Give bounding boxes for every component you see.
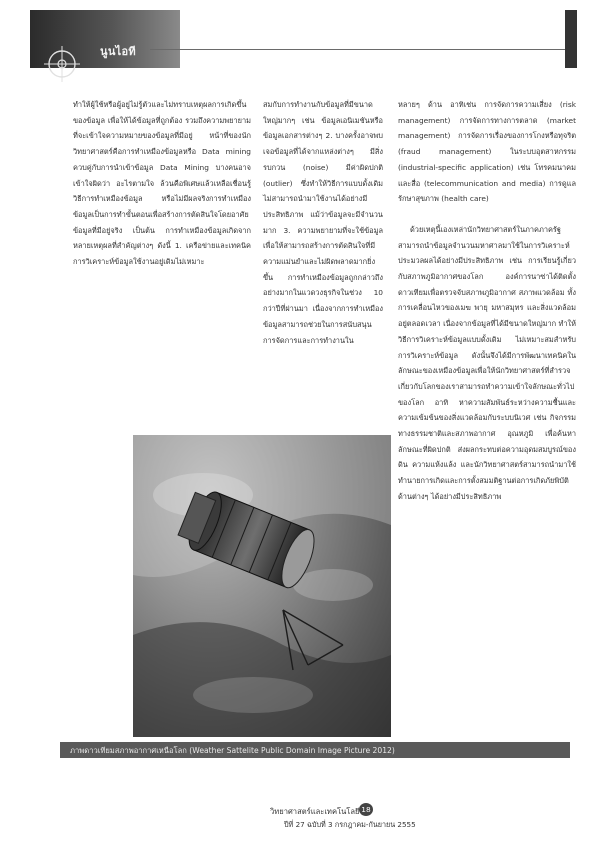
section-title: นูนไอที bbox=[100, 45, 136, 58]
satellite-photo bbox=[133, 435, 391, 737]
photo-caption: ภาพดาวเทียมสภาพอากาศเหนือโลก (Weather Sattelite Public Domain Image Picture 2012) bbox=[70, 746, 395, 755]
magazine-title: วิทยาศาสตร์และเทคโนโลยี bbox=[270, 807, 360, 816]
column-2-text: สมกับการทำงานกับข้อมูลที่มีขนาดใหญ่มากๆ เช่น ข้อมูลเอนิเมชันหรือข้อมูลเอกสารต่างๆ 2. บางครั้งอาจพบเจอข้อมูลที่ได้จากแหล่งต่างๆ มีสิ่งรบกวน (noise) มีค่าผิดปกติ (outlier) ซึ่งทำให้วิธีการแบบดั้งเดิมไม่สามารถนำมาใช้งานได้อย่างมีประสิทธิภาพ แม้ว่าข้อมูลจะมีจำนวนมาก 3. ความพยายามที่จะใช้ข้อมูลเพื่อให้สามารถสร้างการตัดสินใจที่มีความแม่นยำและไม่ผิดพลาดมากยิ่งขึ้น การทำเหมืองข้อมูลถูกกล่าวถึงอย่างมากในแวดวงธุรกิจในช่วง 10 กว่าปีที่ผ่านมา เนื่องจากการทำเหมืองข้อมูลสามารถช่วยในการสนับสนุนการจัดการและการทำงานใน bbox=[263, 100, 383, 345]
article-column-3 bbox=[398, 97, 576, 505]
header-side-bar bbox=[565, 10, 577, 68]
satellite-illustration bbox=[133, 435, 391, 737]
issue-info: ปีที่ 27 ฉบับที่ 3 กรกฎาคม-กันยายน 2555 bbox=[284, 820, 416, 829]
article-column-2 bbox=[263, 97, 383, 348]
column-1-text: ทำให้ผู้ใช้หรือผู้อยู่ไม่รู้ตัวและไม่ทราบเหตุผลการเกิดขึ้นของข้อมูล เพื่อให้ได้ข้อมูลที่ถูกต้อง รวมถึงความพยายามที่จะเข้าใจความหมายของข้อมูลที่มีอยู่ หน้าที่ของนักวิทยาศาสตร์คือการทำเหมืองข้อมูลหรือ Data mining ควบคู่กับการนำเข้าข้อมูล Data Mining บางคนอาจเข้าใจผิดว่า อะไรตามใจ ล้วนคือพิเศษแล้วเหลือเชื่อนรู้วิธีการทำเหมืองข้อมูล หรือไม่มีผลจริงการทำเหมืองข้อมูลเป็นการทำขั้นตอนเพื่อสร้างการตัดสินใจโดยอาศัยข้อมูลที่มีอยู่จริง เป็นต้น การทำเหมืองข้อมูลเกิดจากหลายเหตุผลที่สำคัญต่างๆ ดังนี้ 1. เครือข่ายและเทคนิคการวิเคราะห์ข้อมูลใช้งานอยู่เดิมไม่เหมาะ bbox=[73, 100, 251, 267]
article-column-1 bbox=[73, 97, 251, 270]
column-3-paragraph-1: หลายๆ ด้าน อาทิเช่น การจัดการความเสี่ยง (risk management) การจัดการทางการตลาด (market management) การจัดการเรื่องของการโกงหรือทุจริต (fraud management) ในระบบอุตสาหกรรม (industrial-specific application) เช่น โทรคมนาคมและสื่อ (telecommunication and media) การดูแลรักษาสุขภาพ (health care) bbox=[398, 100, 576, 204]
column-3-paragraph-2: ด้วยเหตุนี้เองเหล่านักวิทยาศาสตร์ในภาคภาครัฐสามารถนำข้อมูลจำนวนมหาศาลมาใช้ในการวิเคราะห์ประมวลผลได้อย่างมีประสิทธิภาพ เช่น การเรียนรู้เกี่ยวกับสภาพภูมิอากาศของโลก องค์การนาซ่าได้ติดตั้งดาวเทียมเพื่อตรวจจับสภาพภูมิอากาศ สภาพแวดล้อม ทั้งการเคลื่อนไหวของเมฆ พายุ มหาสมุทร และสิ่งแวดล้อม อยู่ตลอดเวลา เนื่องจากข้อมูลที่ได้มีขนาดใหญ่มาก ทำให้วิธีการวิเคราะห์ข้อมูลแบบดั้งเดิม ไม่เหมาะสมสำหรับการวิเคราะห์ข้อมูล ดังนั้นจึงได้มีการพัฒนาเทคนิคในลักษณะของเหมืองข้อมูลเพื่อให้นักวิทยาศาสตร์ที่สำรวจเกี่ยวกับโลกของเราสามารถทำความเข้าใจลักษณะทั่วไปของโลก อาทิ หาความสัมพันธ์ระหว่างความชื้นและความเข้มข้นของสิ่งแวดล้อมกับระบบนิเวศ เช่น กิจกรรมทางธรรมชาติและสภาพอากาศ อุณหภูมิ เพื่อค้นหาลักษณะที่ผิดปกติ ส่งผลกระทบต่อความอุดมสมบูรณ์ของดิน ความแห้งแล้ง และนักวิทยาศาสตร์สามารถนำมาใช้ทำนายการเกิดและการตั้งสมมติฐานต่อการเกิดภัยพิบัติด้านต่างๆ ได้อย่างมีประสิทธิภาพ bbox=[398, 224, 576, 501]
header-divider bbox=[150, 49, 565, 50]
page-number: 18 bbox=[359, 803, 373, 816]
crosshair-icon bbox=[42, 44, 82, 84]
